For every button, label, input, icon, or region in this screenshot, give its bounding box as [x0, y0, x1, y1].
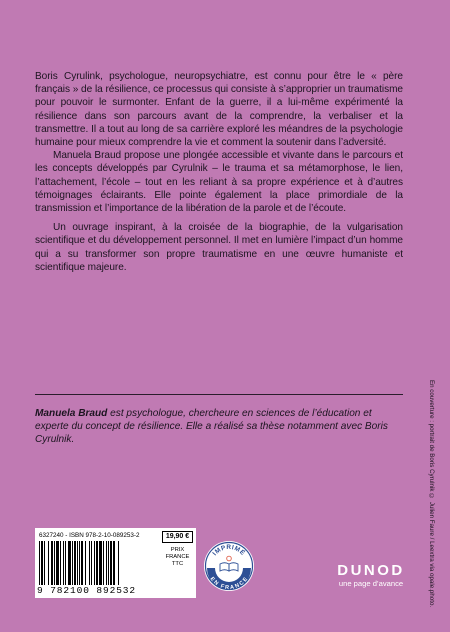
barcode-icon	[39, 541, 157, 585]
author-name: Manuela Braud	[35, 408, 108, 419]
divider-line	[35, 394, 403, 395]
seal-top-text: IMPRIMÉ	[211, 544, 247, 558]
blurb-paragraph-1: Boris Cyrulink, psychologue, neuropsychiatre, est connu pour être le « père français » de la résilience, ce processus qui consiste à s’approprier un traumatisme pour pouvoir le surmonter. Enfant de la guerre, il a lui-même expérimenté la résilience dans son parcours avant de la comprendre, la verbaliser et la transmettre. Il a tout au long de sa carrière exploré les méandres de la psychologie humaine pour mieux comprendre la vie et comment la soutenir dans l’adversité.	[35, 71, 403, 149]
author-bio-text: est psychologue, chercheure en sciences de l’éducation et experte du concept de résilience. Elle a réalisé sa thèse notamment avec Boris Cyrulnik.	[35, 408, 388, 446]
price-label	[162, 547, 193, 569]
price-label-line: FRANCE	[165, 554, 190, 561]
blurb-paragraph-2: Manuela Braud propose une plongée accessible et vivante dans le parcours et les concepts développés par Cyrulnik – le trauma et sa métamorphose, le lien, l’attachement, l’école – tout en les reliant à sa propre expérience et à d’autres témoignages éclairants. Elle pointe également la place primordiale de la transmission et l’importance de la libération de la parole et de l’écoute.	[35, 150, 403, 215]
barcode-digits: 9 782100 892532	[37, 585, 137, 596]
price-label-line: TTC	[171, 561, 184, 568]
price-label-line: PRIX	[170, 547, 185, 553]
publisher-tagline: une page d’avance	[338, 579, 404, 588]
cover-photo-credit: En couverture : portrait de Boris Cyrulnik © Julien Faure / Leextra via opale.photo.	[428, 380, 435, 608]
imprime-en-france-seal-icon	[203, 540, 255, 592]
barcode-panel	[35, 528, 196, 598]
price-box: 19,90 €	[162, 531, 193, 543]
author-bio	[35, 407, 403, 447]
publisher-logo	[332, 563, 410, 588]
publisher-name: DUNOD	[337, 562, 405, 579]
isbn-line: 6327240 - ISBN 978-2-10-089253-2	[39, 532, 140, 539]
book-blurb	[35, 70, 403, 274]
blurb-paragraph-3: Un ouvrage inspirant, à la croisée de la biographie, de la vulgarisation scientifique et du développement personnel. Il met en lumière l’impact d’un homme qui a su transformer son propre traumatisme en une œuvre humaniste et scientifique majeure.	[35, 222, 403, 273]
seal-bottom-text: EN FRANCE	[208, 576, 250, 592]
